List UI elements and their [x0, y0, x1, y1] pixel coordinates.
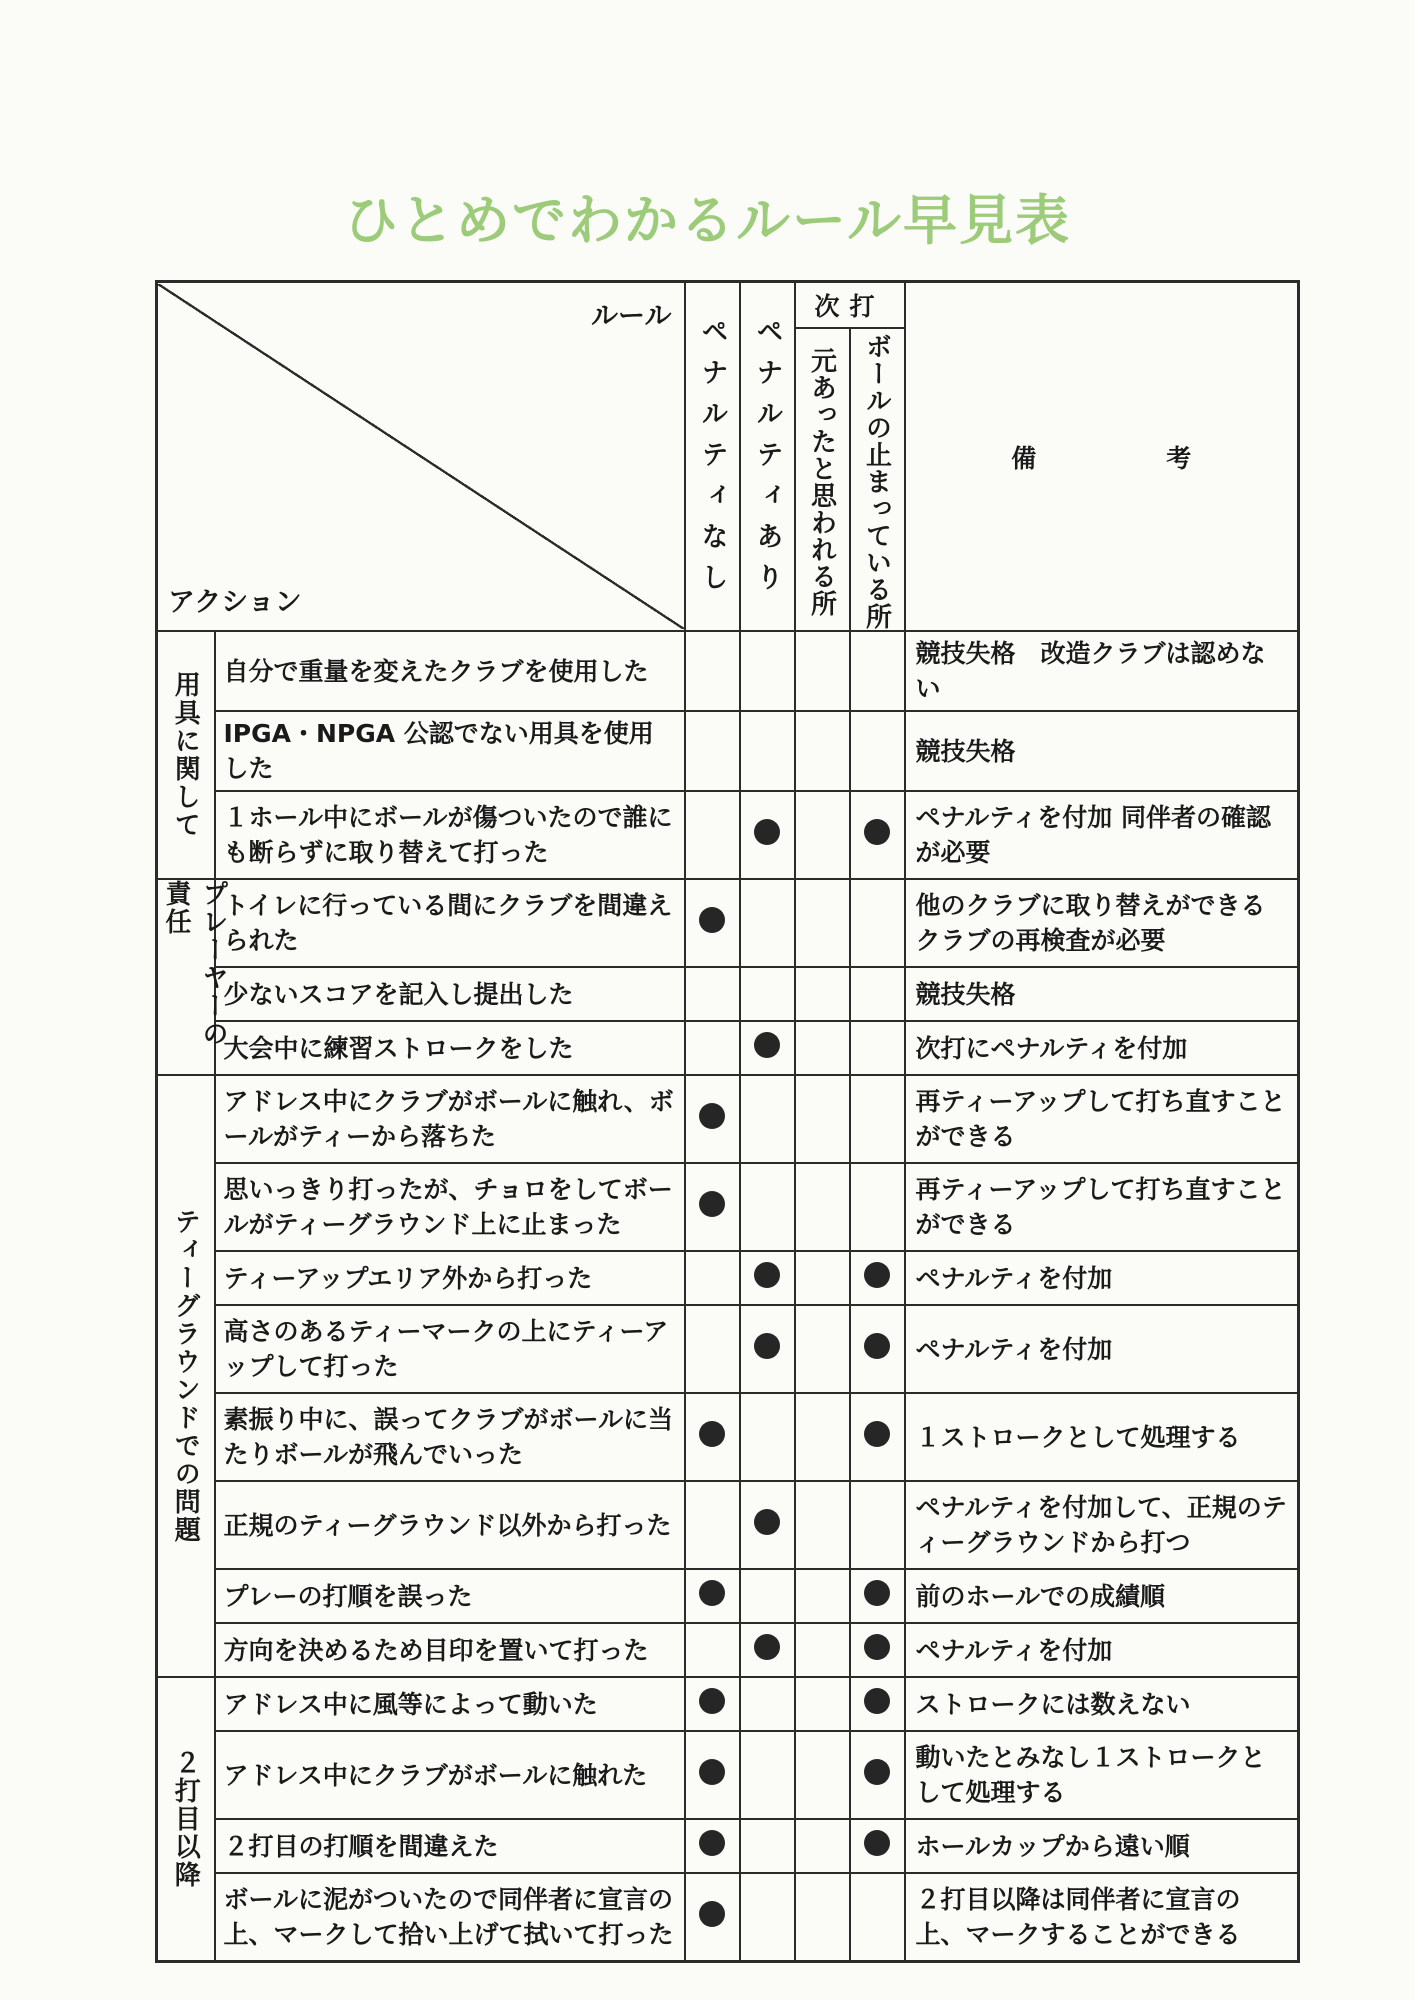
remark-cell: 再ティーアップして打ち直すことができる: [905, 1075, 1299, 1163]
action-cell: 方向を決めるため目印を置いて打った: [215, 1623, 685, 1677]
table-row: [157, 1393, 1299, 1481]
mark-cell: [795, 879, 850, 967]
mark-cell: [740, 1305, 795, 1393]
mark-cell: [795, 1163, 850, 1251]
col-ball-rest: ボールの止まっている所: [850, 328, 905, 631]
mark-cell: [685, 1731, 740, 1819]
mark-cell: [685, 631, 740, 711]
action-cell: プレーの打順を誤った: [215, 1569, 685, 1623]
mark-cell: [795, 1569, 850, 1623]
category-cell: [157, 1677, 215, 1962]
mark-cell: [685, 1819, 740, 1873]
mark-cell: [685, 1677, 740, 1731]
table-row: [157, 1163, 1299, 1251]
table-row: [157, 631, 1299, 711]
remark-cell: 動いたとみなし１ストロークとして処理する: [905, 1731, 1299, 1819]
mark-cell: [795, 1819, 850, 1873]
remark-cell: ホールカップから遠い順: [905, 1819, 1299, 1873]
filled-dot-icon: [699, 1830, 725, 1856]
mark-cell: [795, 1677, 850, 1731]
filled-dot-icon: [699, 1421, 725, 1447]
col-original-spot: 元あったと思われる所: [795, 328, 850, 631]
remark-cell: ２打目以降は同伴者に宣言の上、マークすることができる: [905, 1873, 1299, 1962]
remark-cell: ペナルティを付加 同伴者の確認が必要: [905, 791, 1299, 879]
remark-cell: ペナルティを付加して、正規のティーグラウンドから打つ: [905, 1481, 1299, 1569]
action-cell: １ホール中にボールが傷ついたので誰にも断らずに取り替えて打った: [215, 791, 685, 879]
mark-cell: [685, 1021, 740, 1075]
action-cell: 正規のティーグラウンド以外から打った: [215, 1481, 685, 1569]
mark-cell: [740, 1731, 795, 1819]
mark-cell: [850, 1819, 905, 1873]
mark-cell: [740, 1481, 795, 1569]
action-cell: 高さのあるティーマークの上にティーアップして打った: [215, 1305, 685, 1393]
mark-cell: [740, 1677, 795, 1731]
category-label: 用具に関して: [170, 671, 201, 839]
category-cell: [157, 631, 215, 879]
mark-cell: [795, 1075, 850, 1163]
filled-dot-icon: [864, 1421, 890, 1447]
mark-cell: [850, 1677, 905, 1731]
filled-dot-icon: [864, 1262, 890, 1288]
mark-cell: [795, 1731, 850, 1819]
mark-cell: [740, 1623, 795, 1677]
mark-cell: [795, 791, 850, 879]
filled-dot-icon: [864, 819, 890, 845]
remark-cell: 他のクラブに取り替えができる クラブの再検査が必要: [905, 879, 1299, 967]
mark-cell: [740, 631, 795, 711]
mark-cell: [850, 1075, 905, 1163]
table-row: [157, 967, 1299, 1021]
remark-cell: ストロークには数えない: [905, 1677, 1299, 1731]
table-row: [157, 1569, 1299, 1623]
mark-cell: [795, 967, 850, 1021]
mark-cell: [740, 711, 795, 791]
col-penalty: ペナルティあり: [740, 282, 795, 632]
mark-cell: [795, 1623, 850, 1677]
mark-cell: [850, 711, 905, 791]
action-cell: アドレス中にクラブがボールに触れ、ボールがティーから落ちた: [215, 1075, 685, 1163]
remark-cell: 競技失格: [905, 967, 1299, 1021]
rules-body: [157, 631, 1299, 1962]
mark-cell: [740, 1251, 795, 1305]
filled-dot-icon: [699, 1191, 725, 1217]
mark-cell: [740, 1819, 795, 1873]
mark-cell: [850, 1251, 905, 1305]
filled-dot-icon: [699, 1688, 725, 1714]
mark-cell: [850, 967, 905, 1021]
mark-cell: [685, 791, 740, 879]
mark-cell: [685, 1075, 740, 1163]
filled-dot-icon: [864, 1688, 890, 1714]
mark-cell: [795, 1393, 850, 1481]
table-row: [157, 1677, 1299, 1731]
mark-cell: [795, 1305, 850, 1393]
table-row: [157, 711, 1299, 791]
filled-dot-icon: [864, 1580, 890, 1606]
table-row: [157, 1021, 1299, 1075]
table-row: [157, 1623, 1299, 1677]
mark-cell: [795, 1021, 850, 1075]
corner-header: [157, 282, 685, 632]
table-row: [157, 879, 1299, 967]
action-cell: トイレに行っている間にクラブを間違えられた: [215, 879, 685, 967]
table-row: [157, 1819, 1299, 1873]
mark-cell: [685, 1569, 740, 1623]
filled-dot-icon: [699, 907, 725, 933]
filled-dot-icon: [864, 1759, 890, 1785]
action-cell: 思いっきり打ったが、チョロをしてボールがティーグラウンド上に止まった: [215, 1163, 685, 1251]
mark-cell: [740, 967, 795, 1021]
mark-cell: [740, 1075, 795, 1163]
mark-cell: [685, 1623, 740, 1677]
mark-cell: [685, 1163, 740, 1251]
category-label: ２打目以降: [170, 1749, 201, 1889]
filled-dot-icon: [864, 1830, 890, 1856]
action-cell: 素振り中に、誤ってクラブがボールに当たりボールが飛んでいった: [215, 1393, 685, 1481]
remark-cell: 再ティーアップして打ち直すことができる: [905, 1163, 1299, 1251]
mark-cell: [850, 1873, 905, 1962]
filled-dot-icon: [699, 1580, 725, 1606]
mark-cell: [740, 1873, 795, 1962]
table-row: [157, 1251, 1299, 1305]
mark-cell: [685, 711, 740, 791]
filled-dot-icon: [754, 1262, 780, 1288]
filled-dot-icon: [754, 1333, 780, 1359]
mark-cell: [685, 879, 740, 967]
filled-dot-icon: [754, 819, 780, 845]
mark-cell: [685, 1873, 740, 1962]
remark-cell: ペナルティを付加: [905, 1623, 1299, 1677]
remark-cell: ペナルティを付加: [905, 1305, 1299, 1393]
rule-label: ルール: [591, 301, 672, 332]
mark-cell: [850, 1163, 905, 1251]
action-cell: 大会中に練習ストロークをした: [215, 1021, 685, 1075]
remark-cell: １ストロークとして処理する: [905, 1393, 1299, 1481]
mark-cell: [685, 1393, 740, 1481]
mark-cell: [850, 1481, 905, 1569]
page-title: ひとめでわかるルール早見表: [344, 189, 1071, 252]
mark-cell: [850, 1393, 905, 1481]
action-cell: ティーアップエリア外から打った: [215, 1251, 685, 1305]
filled-dot-icon: [699, 1103, 725, 1129]
mark-cell: [850, 1623, 905, 1677]
col-no-penalty: ペナルティなし: [685, 282, 740, 632]
col-remarks: 備 考: [905, 282, 1299, 632]
action-cell: IPGA・NPGA 公認でない用具を使用した: [215, 711, 685, 791]
rules-table: [155, 280, 1300, 1963]
remark-cell: 競技失格: [905, 711, 1299, 791]
filled-dot-icon: [864, 1333, 890, 1359]
mark-cell: [795, 1481, 850, 1569]
mark-cell: [795, 1251, 850, 1305]
mark-cell: [850, 631, 905, 711]
table-row: [157, 1075, 1299, 1163]
table-row: [157, 791, 1299, 879]
category-label: プレーヤーの責任: [161, 880, 228, 1048]
remark-cell: 競技失格 改造クラブは認めない: [905, 631, 1299, 711]
mark-cell: [685, 1305, 740, 1393]
remark-cell: 前のホールでの成績順: [905, 1569, 1299, 1623]
mark-cell: [850, 1569, 905, 1623]
action-cell: 自分で重量を変えたクラブを使用した: [215, 631, 685, 711]
mark-cell: [850, 791, 905, 879]
action-cell: アドレス中にクラブがボールに触れた: [215, 1731, 685, 1819]
mark-cell: [850, 1021, 905, 1075]
category-cell: [157, 1075, 215, 1677]
mark-cell: [850, 1731, 905, 1819]
mark-cell: [740, 879, 795, 967]
mark-cell: [740, 791, 795, 879]
table-row: [157, 1305, 1299, 1393]
action-label: アクション: [168, 587, 302, 618]
mark-cell: [850, 1305, 905, 1393]
mark-cell: [795, 631, 850, 711]
table-row: [157, 1731, 1299, 1819]
table-row: [157, 1873, 1299, 1962]
mark-cell: [850, 879, 905, 967]
category-cell: [157, 879, 228, 1075]
mark-cell: [740, 1021, 795, 1075]
mark-cell: [795, 1873, 850, 1962]
mark-cell: [740, 1569, 795, 1623]
filled-dot-icon: [864, 1634, 890, 1660]
mark-cell: [740, 1163, 795, 1251]
action-cell: 少ないスコアを記入し提出した: [215, 967, 685, 1021]
category-label: ティーグラウンドでの問題: [170, 1208, 201, 1544]
mark-cell: [685, 967, 740, 1021]
action-cell: ２打目の打順を間違えた: [215, 1819, 685, 1873]
mark-cell: [685, 1251, 740, 1305]
filled-dot-icon: [754, 1509, 780, 1535]
remark-cell: 次打にペナルティを付加: [905, 1021, 1299, 1075]
filled-dot-icon: [754, 1032, 780, 1058]
filled-dot-icon: [754, 1634, 780, 1660]
mark-cell: [740, 1393, 795, 1481]
mark-cell: [795, 711, 850, 791]
action-cell: アドレス中に風等によって動いた: [215, 1677, 685, 1731]
filled-dot-icon: [699, 1759, 725, 1785]
action-cell: ボールに泥がついたので同伴者に宣言の上、マークして拾い上げて拭いて打った: [215, 1873, 685, 1962]
mark-cell: [685, 1481, 740, 1569]
remark-cell: ペナルティを付加: [905, 1251, 1299, 1305]
table-row: [157, 1481, 1299, 1569]
col-next-shot: 次打: [795, 282, 905, 329]
filled-dot-icon: [699, 1901, 725, 1927]
